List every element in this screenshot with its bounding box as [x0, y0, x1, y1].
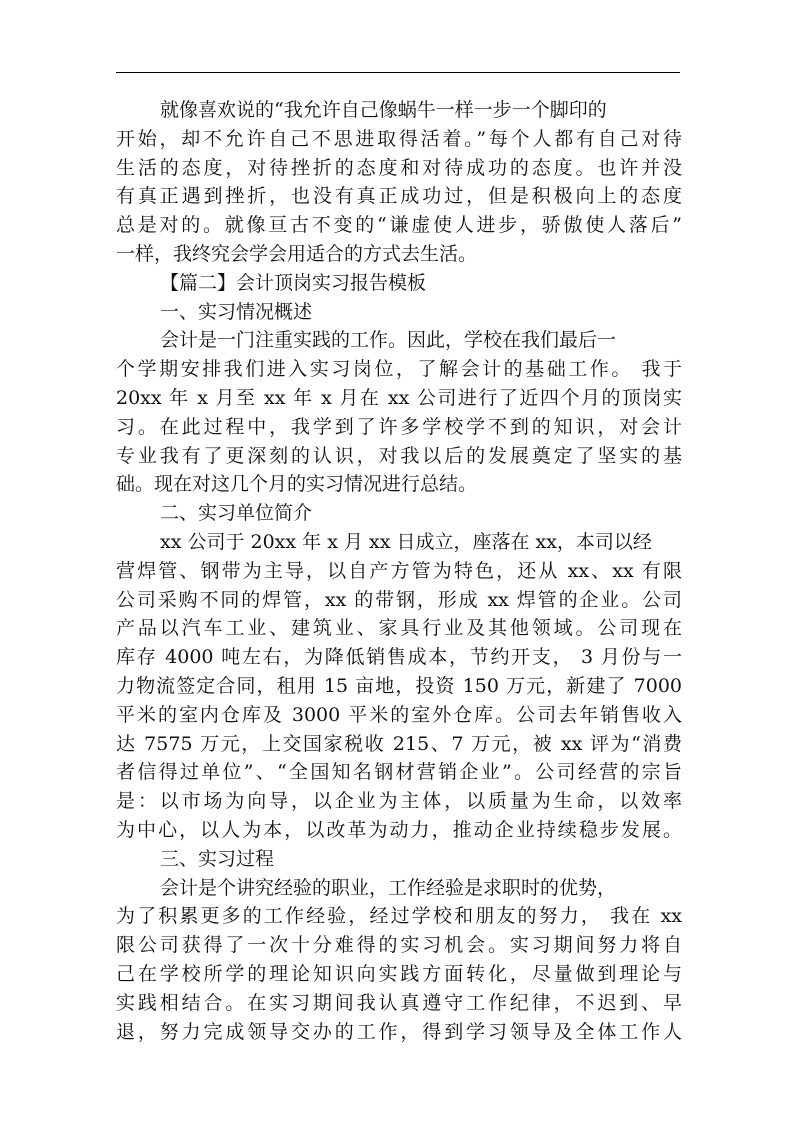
paragraph-line: 力物流签定合同，租用 15 亩地，投资 150 万元，新建了 7000	[116, 674, 682, 697]
paragraph-line: 实践相结合。在实习期间我认真遵守工作纪律，不迟到、早	[116, 991, 682, 1014]
paragraph-line: 就像喜欢说的“我允许自己像蜗牛一样一步一个脚印的	[160, 99, 607, 121]
paragraph-line: 会计是个讲究经验的职业，工作经验是求职时的优势，	[160, 876, 617, 899]
paragraph-line: 有真正遇到挫折，也没有真正成功过，但是积极向上的态度	[116, 185, 682, 208]
paragraph-line: 产品以汽车工业、建筑业、家具行业及其他领域。公司现在	[116, 617, 682, 640]
section-heading: 二、实习单位简介	[160, 502, 313, 525]
paragraph-line: 个学期安排我们进入实习岗位，了解会计的基础工作。 我于	[116, 358, 682, 381]
paragraph-line: 开始，却不允许自己不思进取得活着。”每个人都有自己对待	[116, 127, 682, 150]
paragraph-line: 库存 4000 吨左右，为降低销售成本，节约开支， 3 月份与一	[116, 646, 682, 669]
paragraph-line: 会计是一门注重实践的工作。因此，学校在我们最后一	[160, 329, 617, 352]
paragraph-line: 专业我有了更深刻的认识，对我以后的发展奠定了坚实的基	[116, 444, 682, 467]
paragraph-line: 退，努力完成领导交办的工作，得到学习领导及全体工作人	[116, 1020, 682, 1043]
paragraph-line: 限公司获得了一次十分难得的实习机会。实习期间努力将自	[116, 934, 682, 957]
paragraph-line: 者信得过单位”、“全国知名钢材营销企业”。公司经营的宗旨	[116, 761, 682, 784]
paragraph-line: 营焊管、钢带为主导，以自产方管为特色，还从 xx、xx 有限	[116, 559, 682, 582]
header-rule	[116, 72, 680, 73]
document-body	[116, 96, 682, 1046]
paragraph-line: 生活的态度，对待挫折的态度和对待成功的态度。也许并没	[116, 156, 682, 179]
paragraph-line: 为了积累更多的工作经验，经过学校和朋友的努力， 我在 xx	[116, 905, 682, 928]
paragraph-line: xx 公司于 20xx 年 x 月 xx 日成立，座落在 xx，本司以经	[160, 530, 652, 553]
paragraph-line: 达 7575 万元，上交国家税收 215、7 万元，被 xx 评为“消费	[116, 732, 682, 755]
paragraph-line: 习。在此过程中，我学到了许多学校学不到的知识，对会计	[116, 415, 682, 438]
section-heading: 一、实习情况概述	[160, 300, 313, 323]
paragraph-line: 础。现在对这几个月的实习情况进行总结。	[116, 473, 478, 496]
paragraph-line: 公司采购不同的焊管，xx 的带钢，形成 xx 焊管的企业。公司	[116, 588, 682, 611]
paragraph-line: 平米的室内仓库及 3000 平米的室外仓库。公司去年销售收入	[116, 703, 682, 726]
paragraph-line: 一样，我终究会学会用适合的方式去生活。	[116, 242, 478, 265]
paragraph-line: 总是对的。就像亘古不变的“谦虚使人进步，骄傲使人落后”	[116, 214, 682, 237]
paragraph-line: 是：以市场为向导，以企业为主体，以质量为生命，以效率	[116, 790, 682, 813]
section-heading: 三、实习过程	[160, 847, 275, 870]
section-title: 【篇二】会计顶岗实习报告模板	[160, 271, 427, 294]
paragraph-line: 己在学校所学的理论知识向实践方面转化，尽量做到理论与	[116, 962, 682, 985]
paragraph-line: 为中心，以人为本，以改革为动力，推动企业持续稳步发展。	[116, 818, 682, 841]
paragraph-line: 20xx 年 x 月至 xx 年 x 月在 xx 公司进行了近四个月的顶岗实	[116, 386, 682, 409]
